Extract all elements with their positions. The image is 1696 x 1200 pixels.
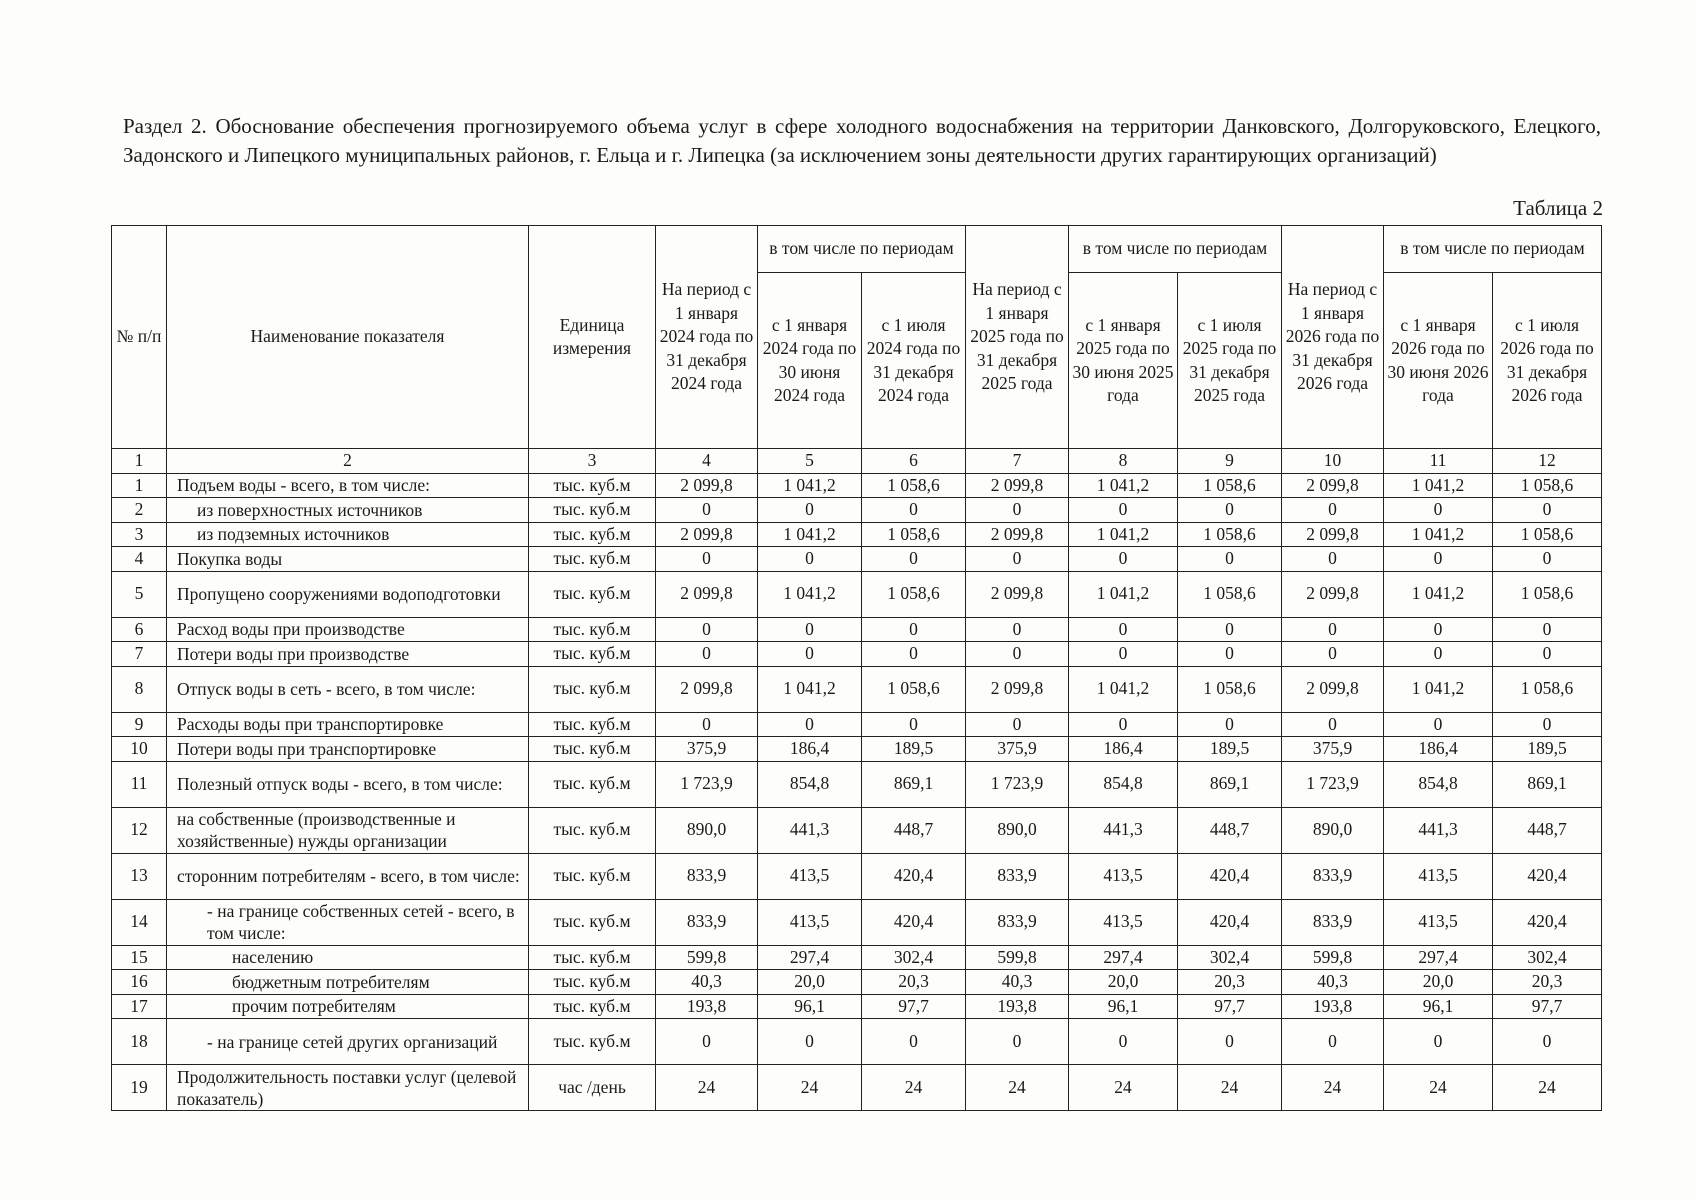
value-cell: 1 058,6 — [862, 571, 966, 617]
value-cell: 96,1 — [758, 994, 862, 1019]
row-number-cell: 18 — [112, 1019, 167, 1065]
unit-cell: тыс. куб.м — [529, 473, 656, 498]
value-cell: 24 — [1282, 1065, 1384, 1111]
table-row — [112, 617, 1602, 642]
row-number-cell: 13 — [112, 853, 167, 899]
value-cell: 0 — [1069, 617, 1178, 642]
value-cell: 0 — [1384, 498, 1493, 523]
unit-cell: тыс. куб.м — [529, 853, 656, 899]
value-cell: 448,7 — [1178, 807, 1282, 853]
unit-cell: тыс. куб.м — [529, 1019, 656, 1065]
value-cell: 24 — [966, 1065, 1069, 1111]
row-number-cell: 4 — [112, 547, 167, 572]
value-cell: 0 — [1069, 1019, 1178, 1065]
col-header-name: Наименование показателя — [167, 226, 529, 449]
column-number-cell: 11 — [1384, 449, 1493, 474]
value-cell: 2 099,8 — [1282, 473, 1384, 498]
value-cell: 0 — [656, 498, 758, 523]
value-cell: 0 — [966, 642, 1069, 667]
value-cell: 0 — [758, 617, 862, 642]
indicator-name-cell: из поверхностных источников — [167, 498, 529, 523]
value-cell: 24 — [1178, 1065, 1282, 1111]
unit-cell: тыс. куб.м — [529, 712, 656, 737]
unit-cell: тыс. куб.м — [529, 807, 656, 853]
value-cell: 1 058,6 — [1493, 522, 1602, 547]
value-cell: 1 723,9 — [966, 761, 1069, 807]
value-cell: 186,4 — [1069, 737, 1178, 762]
value-cell: 0 — [862, 547, 966, 572]
value-cell: 20,0 — [1069, 970, 1178, 995]
value-cell: 0 — [1493, 617, 1602, 642]
indicator-name-cell: населению — [167, 945, 529, 970]
value-cell: 869,1 — [1493, 761, 1602, 807]
value-cell: 0 — [1384, 617, 1493, 642]
value-cell: 0 — [1282, 1019, 1384, 1065]
col-header-period-2024: На период с 1 января 2024 года по 31 декабря 2024 года — [656, 226, 758, 449]
value-cell: 0 — [656, 642, 758, 667]
value-cell: 2 099,8 — [656, 571, 758, 617]
value-cell: 833,9 — [1282, 853, 1384, 899]
col-header-h2-2025: с 1 июля 2025 года по 31 декабря 2025 года — [1178, 273, 1282, 449]
value-cell: 854,8 — [758, 761, 862, 807]
value-cell: 193,8 — [966, 994, 1069, 1019]
col-header-unit: Единица измерения — [529, 226, 656, 449]
row-number-cell: 12 — [112, 807, 167, 853]
table-row — [112, 853, 1602, 899]
col-header-incl-2026: в том числе по периодам — [1384, 226, 1602, 273]
value-cell: 193,8 — [656, 994, 758, 1019]
value-cell: 0 — [1178, 547, 1282, 572]
col-header-incl-2024: в том числе по периодам — [758, 226, 966, 273]
value-cell: 599,8 — [1282, 945, 1384, 970]
value-cell: 869,1 — [1178, 761, 1282, 807]
value-cell: 441,3 — [1069, 807, 1178, 853]
row-number-cell: 9 — [112, 712, 167, 737]
value-cell: 0 — [1384, 547, 1493, 572]
value-cell: 420,4 — [1178, 853, 1282, 899]
unit-cell: тыс. куб.м — [529, 522, 656, 547]
indicator-name-cell: Расход воды при производстве — [167, 617, 529, 642]
value-cell: 0 — [1282, 498, 1384, 523]
table-row — [112, 970, 1602, 995]
table-row — [112, 666, 1602, 712]
unit-cell: тыс. куб.м — [529, 761, 656, 807]
col-header-period-2026: На период с 1 января 2026 года по 31 декабря 2026 года — [1282, 226, 1384, 449]
value-cell: 413,5 — [1384, 853, 1493, 899]
table-row — [112, 498, 1602, 523]
value-cell: 2 099,8 — [1282, 571, 1384, 617]
table-row — [112, 571, 1602, 617]
value-cell: 833,9 — [966, 899, 1069, 945]
indicator-name-cell: из подземных источников — [167, 522, 529, 547]
unit-cell: тыс. куб.м — [529, 617, 656, 642]
value-cell: 0 — [1493, 1019, 1602, 1065]
value-cell: 1 041,2 — [758, 666, 862, 712]
value-cell: 189,5 — [1493, 737, 1602, 762]
value-cell: 0 — [966, 1019, 1069, 1065]
value-cell: 0 — [758, 712, 862, 737]
table-row — [112, 807, 1602, 853]
unit-cell: тыс. куб.м — [529, 642, 656, 667]
indicator-name-cell: Подъем воды - всего, в том числе: — [167, 473, 529, 498]
value-cell: 448,7 — [862, 807, 966, 853]
unit-cell: тыс. куб.м — [529, 547, 656, 572]
value-cell: 833,9 — [656, 853, 758, 899]
value-cell: 1 041,2 — [1069, 473, 1178, 498]
column-number-cell: 4 — [656, 449, 758, 474]
value-cell: 40,3 — [966, 970, 1069, 995]
indicator-name-cell: Потери воды при производстве — [167, 642, 529, 667]
value-cell: 24 — [758, 1065, 862, 1111]
value-cell: 1 041,2 — [1384, 571, 1493, 617]
value-cell: 0 — [862, 498, 966, 523]
row-number-cell: 3 — [112, 522, 167, 547]
table-body — [112, 473, 1602, 1111]
column-number-cell: 3 — [529, 449, 656, 474]
value-cell: 1 041,2 — [1384, 522, 1493, 547]
value-cell: 0 — [1178, 498, 1282, 523]
value-cell: 0 — [966, 547, 1069, 572]
value-cell: 0 — [862, 642, 966, 667]
table-row — [112, 945, 1602, 970]
value-cell: 420,4 — [1493, 899, 1602, 945]
column-number-cell: 6 — [862, 449, 966, 474]
row-number-cell: 6 — [112, 617, 167, 642]
column-number-cell: 9 — [1178, 449, 1282, 474]
column-number-cell: 12 — [1493, 449, 1602, 474]
value-cell: 1 058,6 — [1493, 473, 1602, 498]
value-cell: 0 — [1069, 712, 1178, 737]
value-cell: 1 058,6 — [1178, 473, 1282, 498]
value-cell: 1 058,6 — [862, 522, 966, 547]
value-cell: 20,3 — [862, 970, 966, 995]
value-cell: 1 723,9 — [656, 761, 758, 807]
value-cell: 413,5 — [1069, 899, 1178, 945]
col-header-h1-2026: с 1 января 2026 года по 30 июня 2026 года — [1384, 273, 1493, 449]
forecast-volume-table — [111, 225, 1602, 1111]
value-cell: 0 — [758, 547, 862, 572]
value-cell: 96,1 — [1384, 994, 1493, 1019]
value-cell: 2 099,8 — [966, 522, 1069, 547]
column-number-row — [112, 449, 1602, 474]
value-cell: 297,4 — [1384, 945, 1493, 970]
value-cell: 0 — [862, 712, 966, 737]
value-cell: 0 — [1178, 712, 1282, 737]
value-cell: 0 — [966, 617, 1069, 642]
table-row — [112, 761, 1602, 807]
value-cell: 189,5 — [862, 737, 966, 762]
value-cell: 599,8 — [656, 945, 758, 970]
value-cell: 40,3 — [656, 970, 758, 995]
value-cell: 420,4 — [862, 899, 966, 945]
indicator-name-cell: бюджетным потребителям — [167, 970, 529, 995]
row-number-cell: 7 — [112, 642, 167, 667]
row-number-cell: 10 — [112, 737, 167, 762]
value-cell: 869,1 — [862, 761, 966, 807]
table-row — [112, 522, 1602, 547]
value-cell: 441,3 — [1384, 807, 1493, 853]
value-cell: 20,3 — [1493, 970, 1602, 995]
value-cell: 890,0 — [1282, 807, 1384, 853]
value-cell: 0 — [758, 642, 862, 667]
value-cell: 0 — [758, 1019, 862, 1065]
value-cell: 1 041,2 — [758, 473, 862, 498]
indicator-name-cell: Расходы воды при транспортировке — [167, 712, 529, 737]
value-cell: 189,5 — [1178, 737, 1282, 762]
column-number-cell: 5 — [758, 449, 862, 474]
value-cell: 890,0 — [656, 807, 758, 853]
value-cell: 0 — [1178, 642, 1282, 667]
value-cell: 413,5 — [758, 899, 862, 945]
table-row — [112, 899, 1602, 945]
row-number-cell: 19 — [112, 1065, 167, 1111]
value-cell: 420,4 — [862, 853, 966, 899]
value-cell: 833,9 — [966, 853, 1069, 899]
indicator-name-cell: Пропущено сооружениями водоподготовки — [167, 571, 529, 617]
value-cell: 1 723,9 — [1282, 761, 1384, 807]
value-cell: 96,1 — [1069, 994, 1178, 1019]
value-cell: 2 099,8 — [966, 666, 1069, 712]
table-row — [112, 547, 1602, 572]
value-cell: 2 099,8 — [966, 473, 1069, 498]
indicator-name-cell: - на границе сетей других организаций — [167, 1019, 529, 1065]
indicator-name-cell: на собственные (производственные и хозяйственные) нужды организации — [167, 807, 529, 853]
col-header-num: № п/п — [112, 226, 167, 449]
value-cell: 0 — [656, 617, 758, 642]
value-cell: 0 — [1178, 617, 1282, 642]
table-row — [112, 994, 1602, 1019]
row-number-cell: 2 — [112, 498, 167, 523]
table-row — [112, 1065, 1602, 1111]
table-label: Таблица 2 — [1513, 196, 1603, 220]
indicator-name-cell: Продолжительность поставки услуг (целевой показатель) — [167, 1065, 529, 1111]
value-cell: 2 099,8 — [656, 666, 758, 712]
column-number-cell: 10 — [1282, 449, 1384, 474]
value-cell: 1 041,2 — [758, 571, 862, 617]
value-cell: 24 — [1384, 1065, 1493, 1111]
value-cell: 1 058,6 — [862, 473, 966, 498]
table-row — [112, 712, 1602, 737]
value-cell: 420,4 — [1178, 899, 1282, 945]
value-cell: 97,7 — [1493, 994, 1602, 1019]
indicator-name-cell: сторонним потребителям - всего, в том числе: — [167, 853, 529, 899]
value-cell: 375,9 — [966, 737, 1069, 762]
value-cell: 0 — [1384, 712, 1493, 737]
value-cell: 186,4 — [1384, 737, 1493, 762]
value-cell: 0 — [1384, 642, 1493, 667]
value-cell: 297,4 — [1069, 945, 1178, 970]
col-header-h1-2025: с 1 января 2025 года по 30 июня 2025 года — [1069, 273, 1178, 449]
value-cell: 441,3 — [758, 807, 862, 853]
value-cell: 1 041,2 — [1069, 571, 1178, 617]
value-cell: 20,0 — [1384, 970, 1493, 995]
value-cell: 297,4 — [758, 945, 862, 970]
value-cell: 375,9 — [1282, 737, 1384, 762]
value-cell: 854,8 — [1384, 761, 1493, 807]
value-cell: 0 — [1493, 642, 1602, 667]
value-cell: 1 058,6 — [1493, 571, 1602, 617]
value-cell: 1 041,2 — [1384, 473, 1493, 498]
table-row — [112, 473, 1602, 498]
value-cell: 0 — [1493, 547, 1602, 572]
value-cell: 1 041,2 — [1384, 666, 1493, 712]
value-cell: 97,7 — [1178, 994, 1282, 1019]
table-row — [112, 1019, 1602, 1065]
value-cell: 0 — [1282, 712, 1384, 737]
unit-cell: час /день — [529, 1065, 656, 1111]
row-number-cell: 16 — [112, 970, 167, 995]
value-cell: 0 — [862, 617, 966, 642]
indicator-name-cell: прочим потребителям — [167, 994, 529, 1019]
header-row-top — [112, 226, 1602, 273]
value-cell: 1 041,2 — [1069, 666, 1178, 712]
value-cell: 2 099,8 — [1282, 666, 1384, 712]
value-cell: 0 — [656, 547, 758, 572]
col-header-h1-2024: с 1 января 2024 года по 30 июня 2024 года — [758, 273, 862, 449]
col-header-h2-2026: с 1 июля 2026 года по 31 декабря 2026 года — [1493, 273, 1602, 449]
indicator-name-cell: - на границе собственных сетей - всего, в том числе: — [167, 899, 529, 945]
value-cell: 20,3 — [1178, 970, 1282, 995]
value-cell: 20,0 — [758, 970, 862, 995]
value-cell: 0 — [966, 498, 1069, 523]
value-cell: 413,5 — [758, 853, 862, 899]
col-header-incl-2025: в том числе по периодам — [1069, 226, 1282, 273]
value-cell: 1 058,6 — [1493, 666, 1602, 712]
value-cell: 0 — [1069, 642, 1178, 667]
indicator-name-cell: Отпуск воды в сеть - всего, в том числе: — [167, 666, 529, 712]
value-cell: 2 099,8 — [1282, 522, 1384, 547]
table-row — [112, 642, 1602, 667]
value-cell: 0 — [1384, 1019, 1493, 1065]
column-number-cell: 1 — [112, 449, 167, 474]
value-cell: 413,5 — [1384, 899, 1493, 945]
row-number-cell: 15 — [112, 945, 167, 970]
value-cell: 0 — [1282, 642, 1384, 667]
value-cell: 0 — [1069, 498, 1178, 523]
value-cell: 413,5 — [1069, 853, 1178, 899]
unit-cell: тыс. куб.м — [529, 571, 656, 617]
unit-cell: тыс. куб.м — [529, 666, 656, 712]
value-cell: 1 058,6 — [862, 666, 966, 712]
row-number-cell: 14 — [112, 899, 167, 945]
value-cell: 302,4 — [1178, 945, 1282, 970]
value-cell: 0 — [656, 1019, 758, 1065]
value-cell: 24 — [1493, 1065, 1602, 1111]
value-cell: 854,8 — [1069, 761, 1178, 807]
value-cell: 2 099,8 — [656, 522, 758, 547]
unit-cell: тыс. куб.м — [529, 994, 656, 1019]
unit-cell: тыс. куб.м — [529, 498, 656, 523]
row-number-cell: 8 — [112, 666, 167, 712]
col-header-period-2025: На период с 1 января 2025 года по 31 декабря 2025 года — [966, 226, 1069, 449]
value-cell: 0 — [656, 712, 758, 737]
value-cell: 0 — [1282, 547, 1384, 572]
value-cell: 2 099,8 — [656, 473, 758, 498]
indicator-name-cell: Полезный отпуск воды - всего, в том числе: — [167, 761, 529, 807]
row-number-cell: 5 — [112, 571, 167, 617]
value-cell: 193,8 — [1282, 994, 1384, 1019]
value-cell: 448,7 — [1493, 807, 1602, 853]
value-cell: 97,7 — [862, 994, 966, 1019]
value-cell: 0 — [1069, 547, 1178, 572]
value-cell: 186,4 — [758, 737, 862, 762]
unit-cell: тыс. куб.м — [529, 899, 656, 945]
value-cell: 24 — [656, 1065, 758, 1111]
value-cell: 302,4 — [1493, 945, 1602, 970]
unit-cell: тыс. куб.м — [529, 737, 656, 762]
value-cell: 833,9 — [656, 899, 758, 945]
value-cell: 890,0 — [966, 807, 1069, 853]
value-cell: 24 — [862, 1065, 966, 1111]
value-cell: 0 — [1282, 617, 1384, 642]
value-cell: 302,4 — [862, 945, 966, 970]
section-heading: Раздел 2. Обоснование обеспечения прогнозируемого объема услуг в сфере холодного водоснабжения на территории Данковского, Долгоруковского, Елецкого, Задонского и Липецкого муниципальных районов, г. Ельца и г. Липецка (за исключением зоны деятельности других гарантирующих организаций) — [123, 114, 1601, 167]
indicator-name-cell: Покупка воды — [167, 547, 529, 572]
value-cell: 375,9 — [656, 737, 758, 762]
value-cell: 420,4 — [1493, 853, 1602, 899]
unit-cell: тыс. куб.м — [529, 970, 656, 995]
indicator-name-cell: Потери воды при транспортировке — [167, 737, 529, 762]
unit-cell: тыс. куб.м — [529, 945, 656, 970]
value-cell: 1 041,2 — [758, 522, 862, 547]
value-cell: 1 058,6 — [1178, 666, 1282, 712]
value-cell: 1 058,6 — [1178, 571, 1282, 617]
value-cell: 1 041,2 — [1069, 522, 1178, 547]
value-cell: 24 — [1069, 1065, 1178, 1111]
row-number-cell: 1 — [112, 473, 167, 498]
row-number-cell: 11 — [112, 761, 167, 807]
value-cell: 0 — [862, 1019, 966, 1065]
value-cell: 833,9 — [1282, 899, 1384, 945]
value-cell: 1 058,6 — [1178, 522, 1282, 547]
column-number-cell: 8 — [1069, 449, 1178, 474]
value-cell: 40,3 — [1282, 970, 1384, 995]
value-cell: 0 — [1178, 1019, 1282, 1065]
value-cell: 0 — [758, 498, 862, 523]
column-number-cell: 7 — [966, 449, 1069, 474]
table-row — [112, 737, 1602, 762]
value-cell: 599,8 — [966, 945, 1069, 970]
value-cell: 2 099,8 — [966, 571, 1069, 617]
row-number-cell: 17 — [112, 994, 167, 1019]
value-cell: 0 — [966, 712, 1069, 737]
value-cell: 0 — [1493, 498, 1602, 523]
value-cell: 0 — [1493, 712, 1602, 737]
column-number-cell: 2 — [167, 449, 529, 474]
col-header-h2-2024: с 1 июля 2024 года по 31 декабря 2024 года — [862, 273, 966, 449]
